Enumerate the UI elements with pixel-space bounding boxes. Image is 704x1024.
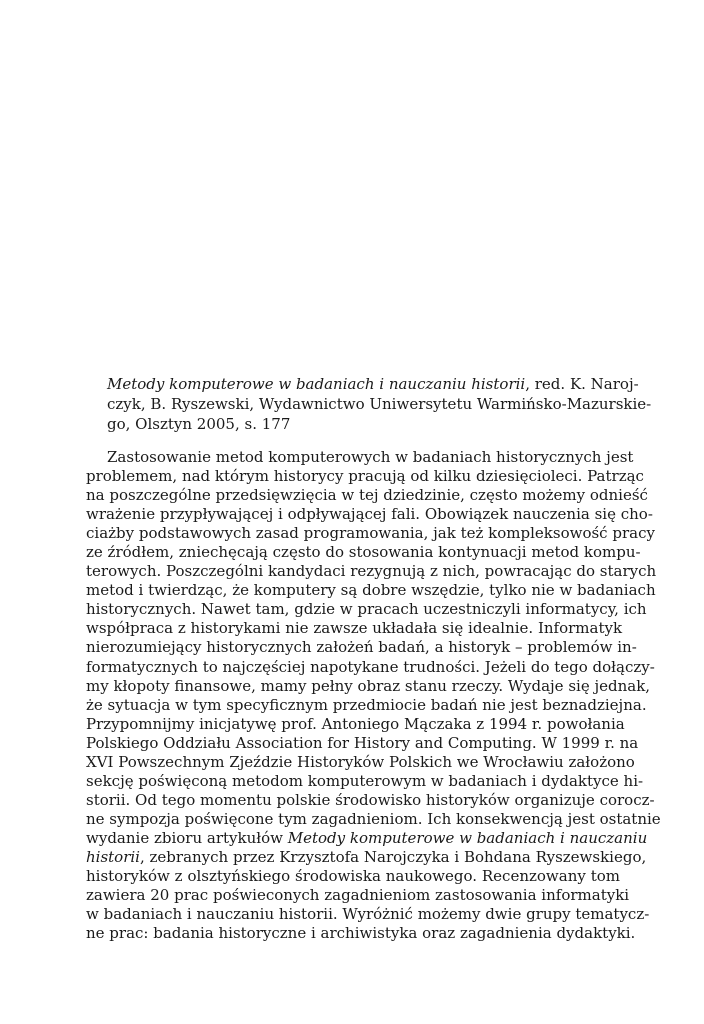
body-line: storii. Od tego momentu polskie środowisko historyków organizuje corocz- — [86, 790, 655, 809]
book-title-inline-end: historii — [86, 847, 140, 866]
body-line: Zastosowanie metod komputerowych w badaniach historycznych jest — [107, 448, 634, 466]
citation-editors: , red. K. Naroj- — [525, 375, 639, 393]
body-line-with-title — [86, 847, 647, 867]
body-line: metod i twierdząc, że komputery są dobre wszędzie, tylko nie w badaniach — [86, 581, 656, 600]
body-line: formatycznych to najczęściej napotykane trudności. Jeżeli do tego dołączy- — [86, 657, 655, 676]
body-line: ciażby podstawowych zasad programowania, jak też kompleksowość pracy — [86, 524, 655, 543]
body-line: Polskiego Oddziału Association for History and Computing. W 1999 r. na — [86, 733, 639, 752]
body-line: Przypomnijmy inicjatywę prof. Antoniego Mączaka z 1994 r. powołania — [86, 714, 625, 733]
body-line: historycznych. Nawet tam, gdzie w pracach uczestniczyli informatycy, ich — [86, 600, 647, 619]
body-line: problemem, nad którym historycy pracują od kilku dziesięcioleci. Patrząc — [86, 467, 644, 486]
review-body — [86, 448, 661, 943]
citation-title: Metody komputerowe w badaniach i nauczaniu historii — [107, 375, 526, 393]
body-line: ze źródłem, zniechęcają często do stosowania kontynuacji metod kompu- — [86, 543, 641, 562]
body-line: terowych. Poszczególni kandydaci rezygnują z nich, powracając do starych — [86, 562, 657, 581]
book-citation — [86, 374, 652, 434]
body-line: wrażenie przypływającej i odpływającej fali. Obowiązek nauczenia się cho- — [86, 505, 653, 524]
body-line-text: , zebranych przez Krzysztofa Narojczyka i Bohdana Ryszewskiego, — [139, 847, 647, 866]
body-line: że sytuacja w tym specyficznym przedmiocie badań nie jest beznadziejna. — [86, 695, 647, 714]
citation-line-2: czyk, B. Ryszewski, Wydawnictwo Uniwersytetu Warmińsko-Mazurskie- — [107, 395, 652, 413]
citation-line-3: go, Olsztyn 2005, s. 177 — [107, 415, 291, 433]
body-line: ne prac: badania historyczne i archiwistyka oraz zagadnienia dydaktyki. — [86, 924, 636, 943]
book-title-inline: Metody komputerowe w badaniach i nauczaniu — [287, 828, 648, 847]
body-line: w badaniach i nauczaniu historii. Wyróżnić możemy dwie grupy tematycz- — [86, 905, 650, 924]
body-line: współpraca z historykami nie zawsze układała się idealnie. Informatyk — [86, 619, 623, 638]
body-line: ne sympozja poświęcone tym zagadnieniom. Ich konsekwencją jest ostatnie — [86, 809, 661, 828]
body-line: sekcję poświęconą metodom komputerowym w badaniach i dydaktyce hi- — [86, 771, 644, 790]
body-line: XVI Powszechnym Zjeździe Historyków Polskich we Wrocławiu założono — [86, 752, 635, 771]
body-line: historyków z olsztyńskiego środowiska naukowego. Recenzowany tom — [86, 867, 620, 886]
body-line: my kłopoty finansowe, mamy pełny obraz stanu rzeczy. Wydaje się jednak, — [86, 676, 651, 695]
body-line-with-title — [86, 828, 648, 848]
body-line: zawiera 20 prac poświeconych zagadnieniom zastosowania informatyki — [86, 886, 630, 905]
citation-line-1 — [86, 374, 639, 394]
body-line: nierozumiejący historycznych założeń badań, a historyk – problemów in- — [86, 638, 637, 657]
body-line: na poszczególne przedsięwzięcia w tej dziedzinie, często możemy odnieść — [86, 486, 648, 505]
body-line-text: wydanie zbioru artykułów — [86, 828, 288, 847]
